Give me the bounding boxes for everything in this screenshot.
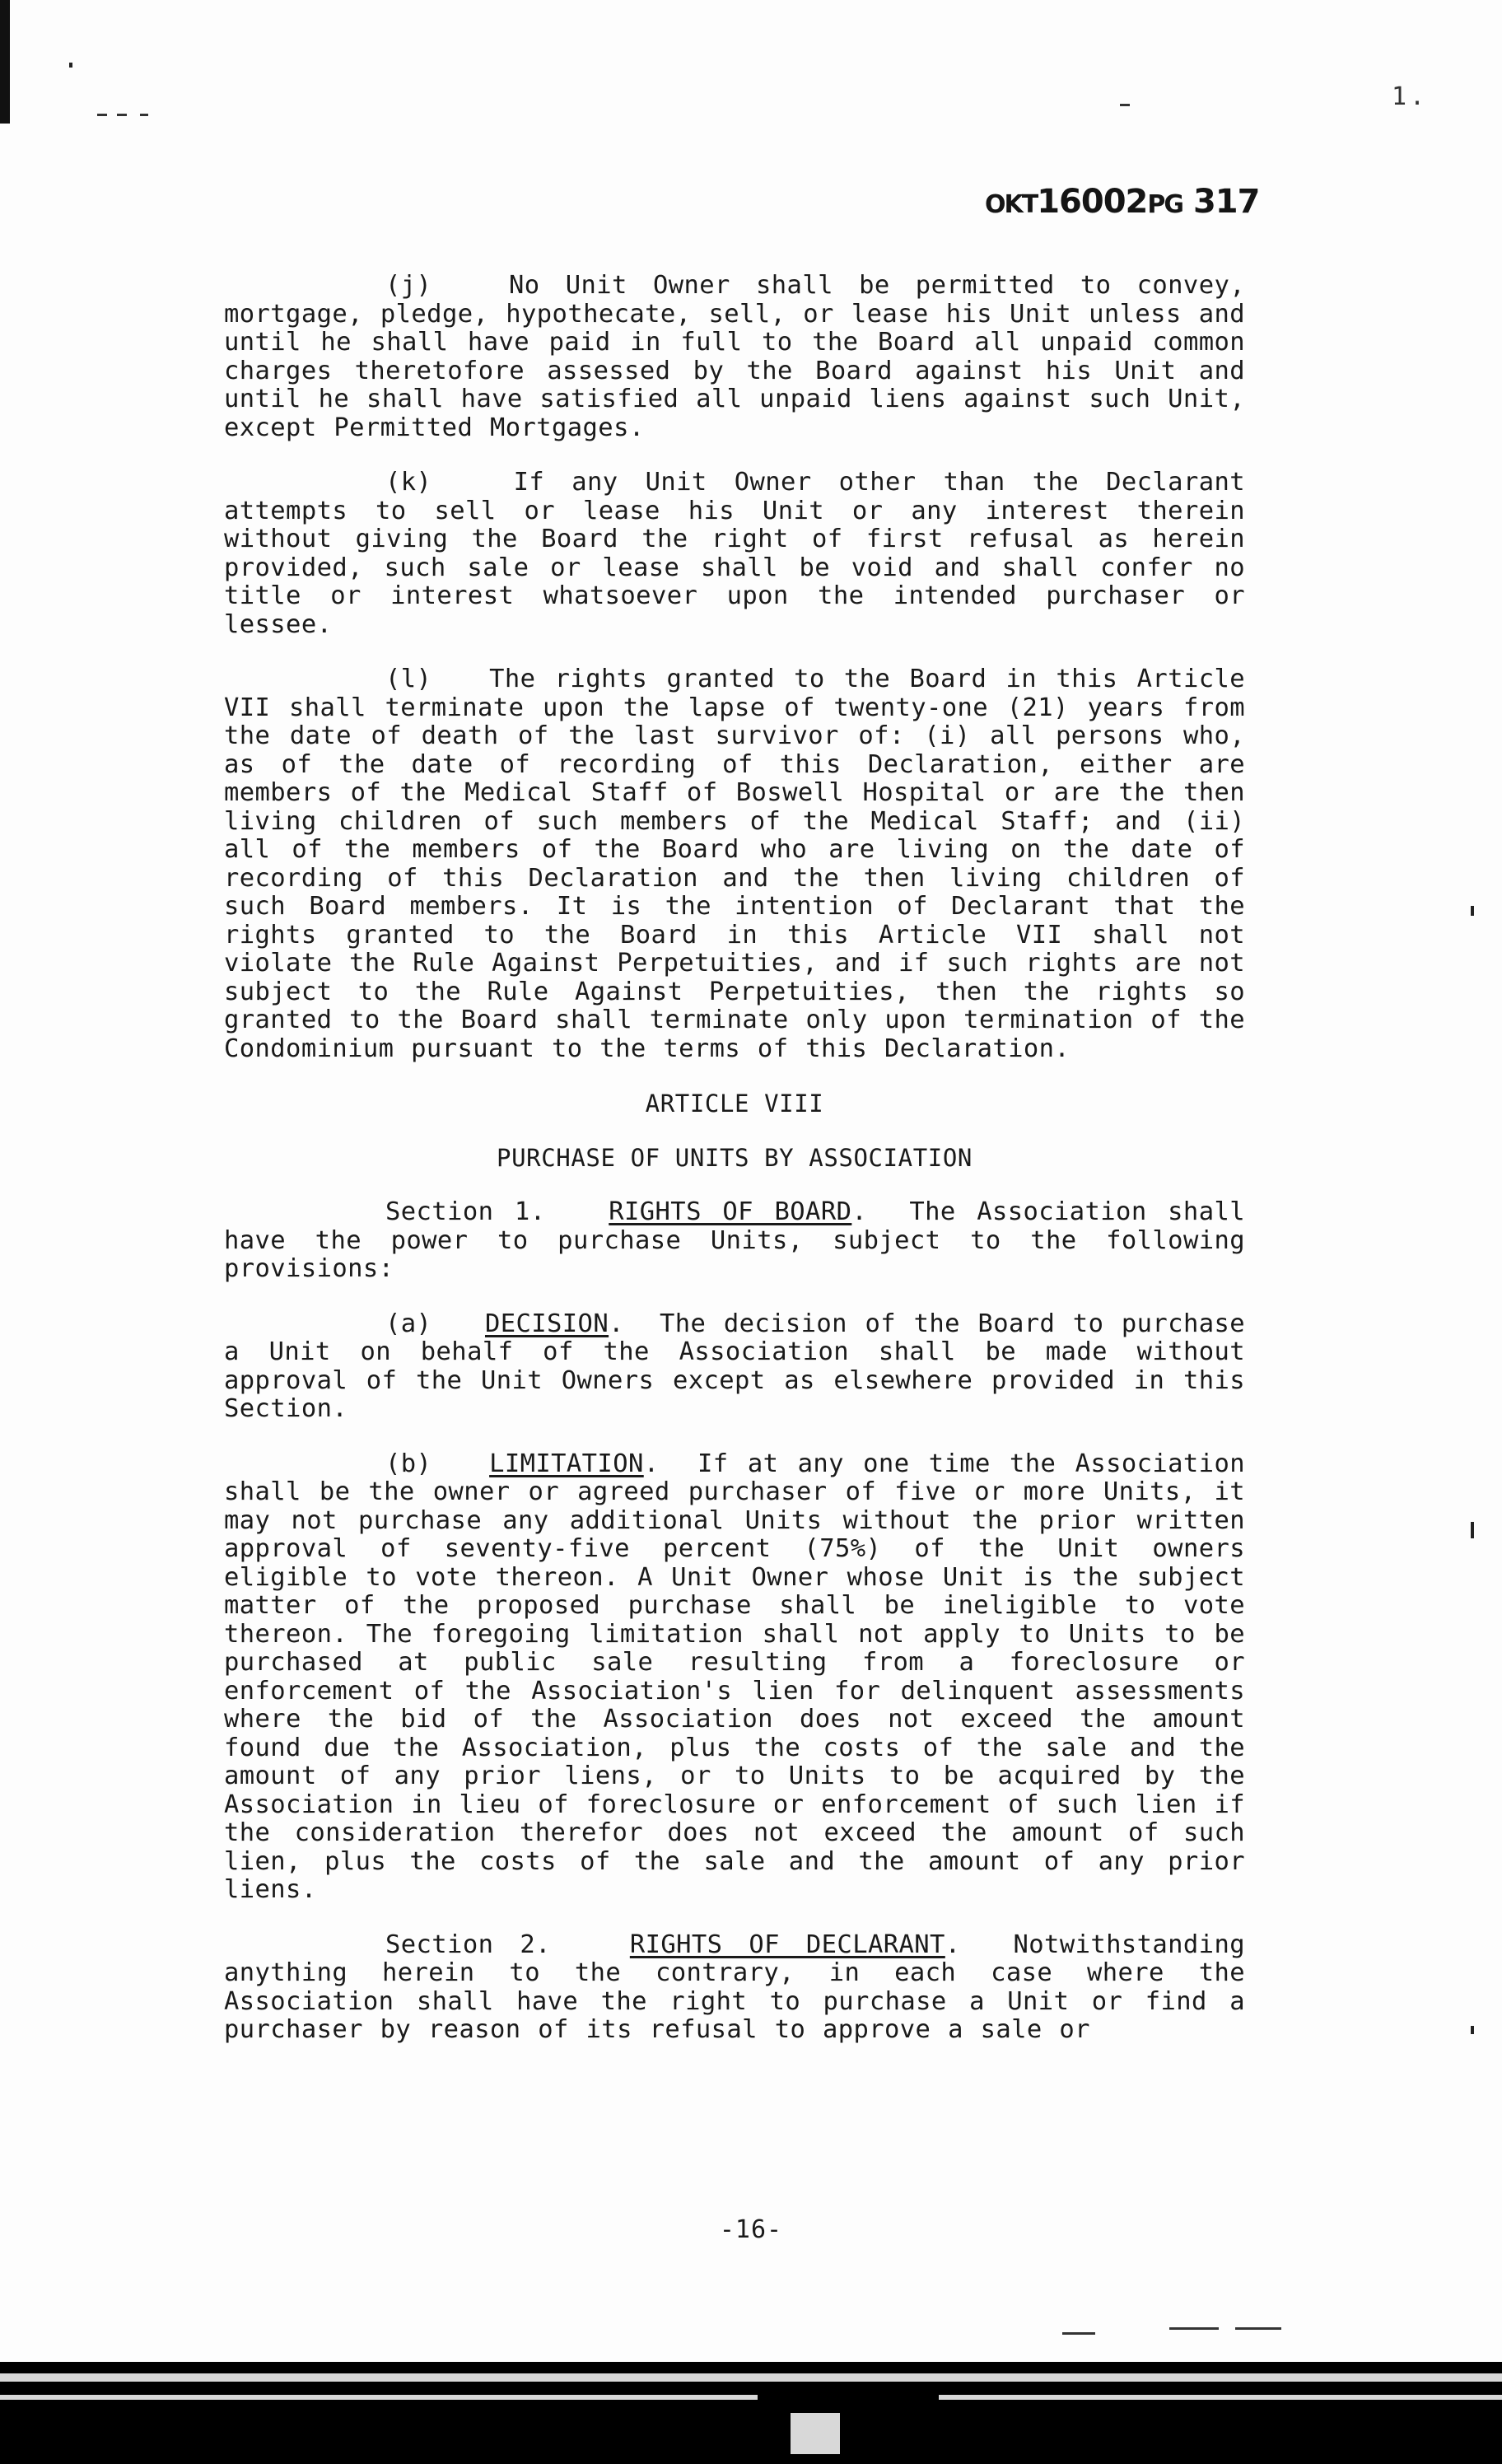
paragraph-l (224, 665, 1245, 1063)
paragraph-j (224, 272, 1245, 442)
scan-speck (69, 63, 72, 68)
subsection-label: (b) (385, 1449, 432, 1478)
scan-tick (1471, 1522, 1474, 1538)
scan-dash (140, 114, 148, 116)
subsection-title: LIMITATION (489, 1449, 644, 1478)
section-title: RIGHTS OF BOARD (609, 1197, 852, 1226)
scan-dash (97, 114, 107, 116)
subsection-text: The decision of the Board to purchase a Unit on behalf of the Association shall be made without approval of the Unit Owners except as elsewhere provided in this Section. (224, 1309, 1245, 1423)
section-label: Section 1. (385, 1197, 546, 1226)
scan-tick (1471, 906, 1474, 916)
section-1: Section 1. RIGHTS OF BOARD. The Association shall have the power to purchase Units, subject to the following provisions: (224, 1197, 1245, 1283)
section-label: Section 2. (385, 1930, 551, 1959)
section-text: Notwithstanding anything herein to the contrary, in each case where the Association shall have the right to purchase a Unit or find a purchaser by reason of its refusal to approve a sale or (224, 1930, 1245, 2044)
subsection-title: DECISION (484, 1309, 609, 1338)
scan-dash (1235, 2327, 1281, 2330)
paragraph-label: (j) (385, 271, 432, 300)
paragraph-text: If any Unit Owner other than the Declarant attempts to sell or lease his Unit or any interest therein without giving the Board the right of first refusal as herein provided, such sale or lease shall be void and shall confer no title or interest whatsoever upon the intended purchaser or lessee. (224, 468, 1245, 639)
docket-page-prefix: PG (1147, 190, 1183, 219)
page-number: -16- (719, 2215, 783, 2244)
subsection-a: (a) DECISION. The decision of the Board to purchase a Unit on behalf of the Association shall be made without approval of the Unit Owners except as elsewhere provided in this Section. (224, 1309, 1245, 1423)
docket-number: 16002 (1037, 183, 1148, 221)
scan-dash (1062, 2332, 1095, 2335)
paragraph-k (224, 469, 1245, 639)
section-2: Section 2. RIGHTS OF DECLARANT. Notwithstanding anything herein to the contrary, in each case where the Association shall have the right to purchase a Unit or find a purchaser by reason of its refusal to approve a sale or (224, 1930, 1245, 2044)
subsection-text: If at any one time the Association shall be the owner or agreed purchaser of five or more Units, it may not purchase any additional Units without the prior written approval of seventy-five percent (75%) of the Unit owners eligible to vote thereon. A Unit Owner whose Unit is the subject matter of the proposed purchase shall be ineligible to vote thereon. The foregoing limitation shall not apply to Units to be purchased at public sale resulting from a foreclosure or enforcement of the Association's lien for delinquent assessments where the bid of the Association does not exceed the amount found due the Association, plus the costs of the sale and the amount of any prior liens, or to Units to be acquired by the Association in lieu of foreclosure or enforcement of such lien if the consideration therefor does not exceed the amount of such lien, plus the costs of the sale and the amount of any prior liens. (224, 1449, 1245, 1904)
article-title: PURCHASE OF UNITS BY ASSOCIATION (497, 1144, 973, 1172)
scan-tick (1471, 2026, 1474, 2034)
document-body (224, 272, 1245, 2071)
section-text: The Association shall have the power to purchase Units, subject to the following provisions: (224, 1197, 1245, 1283)
scan-dash (117, 114, 127, 116)
scan-dash (1120, 104, 1130, 106)
paragraph-text: The rights granted to the Board in this Article VII shall terminate upon the lapse of twenty-one (21) years from the date of death of the last survivor of: (i) all persons who, as of the date of recording of this Declaration, either are members of the Medical Staff of Boswell Hospital or are the then living children of such members of the Medical Staff; and (ii) all of the members of the Board who are living on the date of recording of this Declaration and the then living children of such Board members. It is the intention of Declarant that the rights granted to the Board in this Article VII shall not violate the Rule Against Perpetuities, and if such rights are not subject to the Rule Against Perpetuities, then the rights so granted to the Board shall terminate only upon termination of the Condominium pursuant to the terms of this Declaration. (224, 665, 1245, 1063)
paragraph-text: No Unit Owner shall be permitted to convey, mortgage, pledge, hypothecate, sell, or lease his Unit unless and until he shall have paid in full to the Board all unpaid common charges theretofore assessed by the Board against his Unit and until he shall have satisfied all unpaid liens against such Unit, except Permitted Mortgages. (224, 271, 1245, 442)
docket-page-ref: 317 (1192, 183, 1260, 221)
paragraph-label: (k) (385, 468, 432, 497)
docket-stamp (985, 183, 1259, 221)
docket-prefix: OKT (985, 190, 1038, 219)
corner-page-mark: 1. (1392, 82, 1429, 111)
subsection-b: (b) LIMITATION. If at any one time the Association shall be the owner or agreed purchaser of five or more Units, it may not purchase any additional Units without the prior written approval of seventy-five percent (75%) of the Unit owners eligible to vote thereon. A Unit Owner whose Unit is the subject matter of the proposed purchase shall be ineligible to vote thereon. The foregoing limitation shall not apply to Units to be purchased at public sale resulting from a foreclosure or enforcement of the Association's lien for delinquent assessments where the bid of the Association does not exceed the amount found due the Association, plus the costs of the sale and the amount of any prior liens, or to Units to be acquired by the Association in lieu of foreclosure or enforcement of such lien if the consideration therefor does not exceed the amount of such lien, plus the costs of the sale and the amount of any prior liens. (224, 1449, 1245, 1904)
scan-edge-mark (0, 0, 10, 124)
article-heading: ARTICLE VIII (645, 1090, 824, 1118)
subsection-label: (a) (385, 1309, 432, 1338)
section-title: RIGHTS OF DECLARANT (629, 1930, 945, 1959)
scan-dash (1169, 2327, 1219, 2330)
scan-bottom-band (0, 2362, 1502, 2464)
paragraph-label: (l) (385, 665, 432, 693)
